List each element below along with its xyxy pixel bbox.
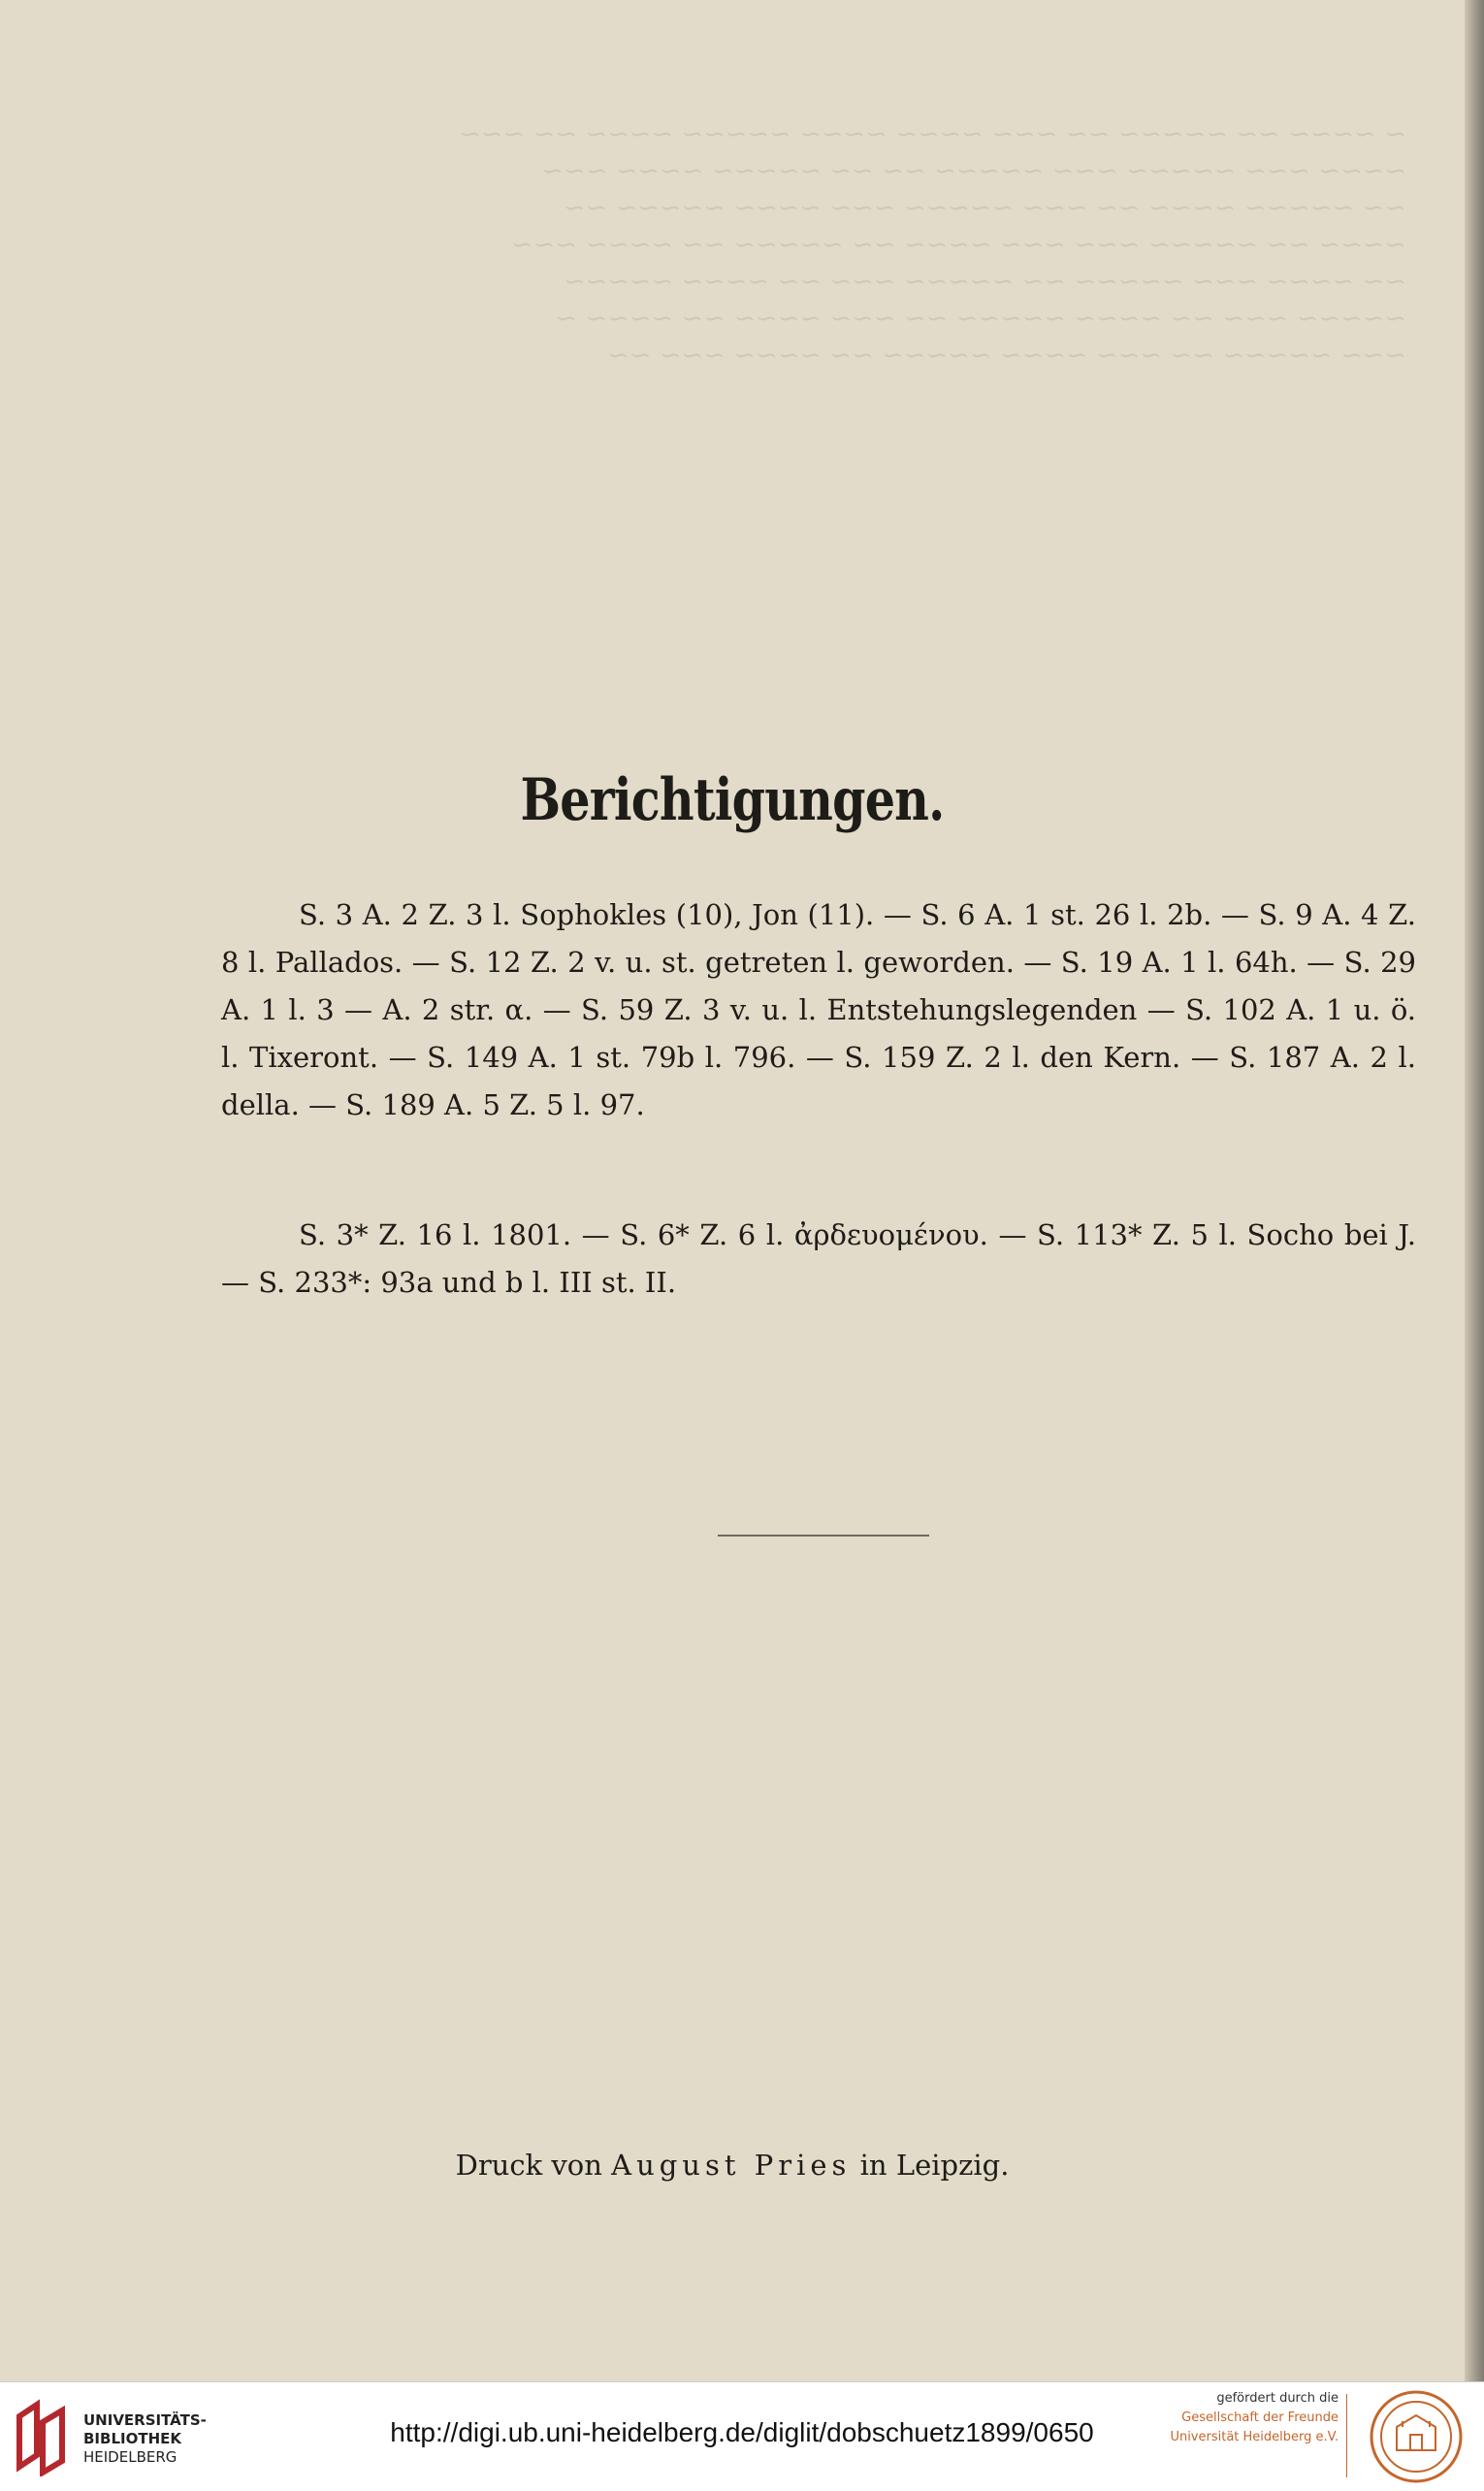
imprint-suffix: in Leipzig. (859, 2149, 1010, 2182)
page-title: Berichtigungen. (520, 766, 945, 834)
sponsor-org-line2: Universität Heidelberg e.V. (1170, 2430, 1339, 2444)
library-name-line3: HEIDELBERG (83, 2448, 177, 2466)
sponsor-separator (1346, 2394, 1347, 2477)
library-name-line2: BIBLIOTHEK (83, 2430, 181, 2447)
library-name-line1: UNIVERSITÄTS- (83, 2411, 207, 2429)
sponsor-block (1125, 2389, 1339, 2447)
printer-imprint (0, 2149, 1465, 2182)
bleed-through-texture: ~ ~~~~ ~~ ~~~~~ ~~ ~~~ ~~~~ ~~~~ ~~~~~ ~~~~ ~~ ~~~ ~~~~ ~~~ ~~~~~ ~~~ ~~~~~ ~~ ~~ ~~~~~ ~~~~ ~~~ ~~ ~~~~~ ~~~~ ~~ ~~~ ~~~~~ ~~~ ~~~~ ~~~~~ ~~ ~~~~ ~~ ~~~~~ ~~~ ~~~ ~~~~ ~~ ~~~~~ ~~ ~~~~ ~~~ ~~ ~~~~ ~~~ ~~~~~ ~~ ~~~~~ ~~~ ~~ ~~~~ ~~~~~ ~~~~~ ~~~ ~~ ~~~~ ~~~~~ ~~ ~~~ ~~~~ ~~ ~~~~ ~ ~~~ ~~~~~ ~~ ~~~ ~~~~ ~~~~~ ~~ ~~~~ ~~~ ~~ (459, 119, 1406, 371)
section-divider (718, 1535, 929, 1537)
university-seal-icon (1368, 2388, 1465, 2485)
imprint-printer-name: August Pries (611, 2149, 852, 2182)
sponsor-org-line1: Gesellschaft der Freunde (1181, 2410, 1339, 2425)
sponsor-label: gefördert durch die (1216, 2391, 1339, 2406)
corrections-paragraph-main: S. 3 A. 2 Z. 3 l. Sophokles (10), Jon (11). — S. 6 A. 1 st. 26 l. 2b. — S. 9 A. 4 Z. 8 l. Pallados. — S. 12 Z. 2 v. u. st. getreten l. geworden. — S. 19 A. 1 l. 64h. — S. 29 A. 1 l. 3 — A. 2 str. α. — S. 59 Z. 3 v. u. l. Entstehungslegenden — S. 102 A. 1 u. ö. l. Tixeront. — S. 149 A. 1 st. 79b l. 796. — S. 159 Z. 2 l. den Kern. — S. 187 A. 2 l. della. — S. 189 A. 5 Z. 5 l. 97. (221, 898, 1416, 1121)
permalink-url[interactable]: http://digi.ub.uni-heidelberg.de/diglit/dobschuetz1899/0650 (390, 2417, 1094, 2447)
corrections-paragraph-appendix: S. 3* Z. 16 l. 1801. — S. 6* Z. 6 l. ἀρδευομένου. — S. 113* Z. 5 l. Socho bei J. — S. 233*: 93a und b l. III st. II. (221, 1218, 1416, 1299)
page-edge-shadow (1465, 0, 1484, 2381)
imprint-prefix: Druck von (455, 2149, 602, 2182)
